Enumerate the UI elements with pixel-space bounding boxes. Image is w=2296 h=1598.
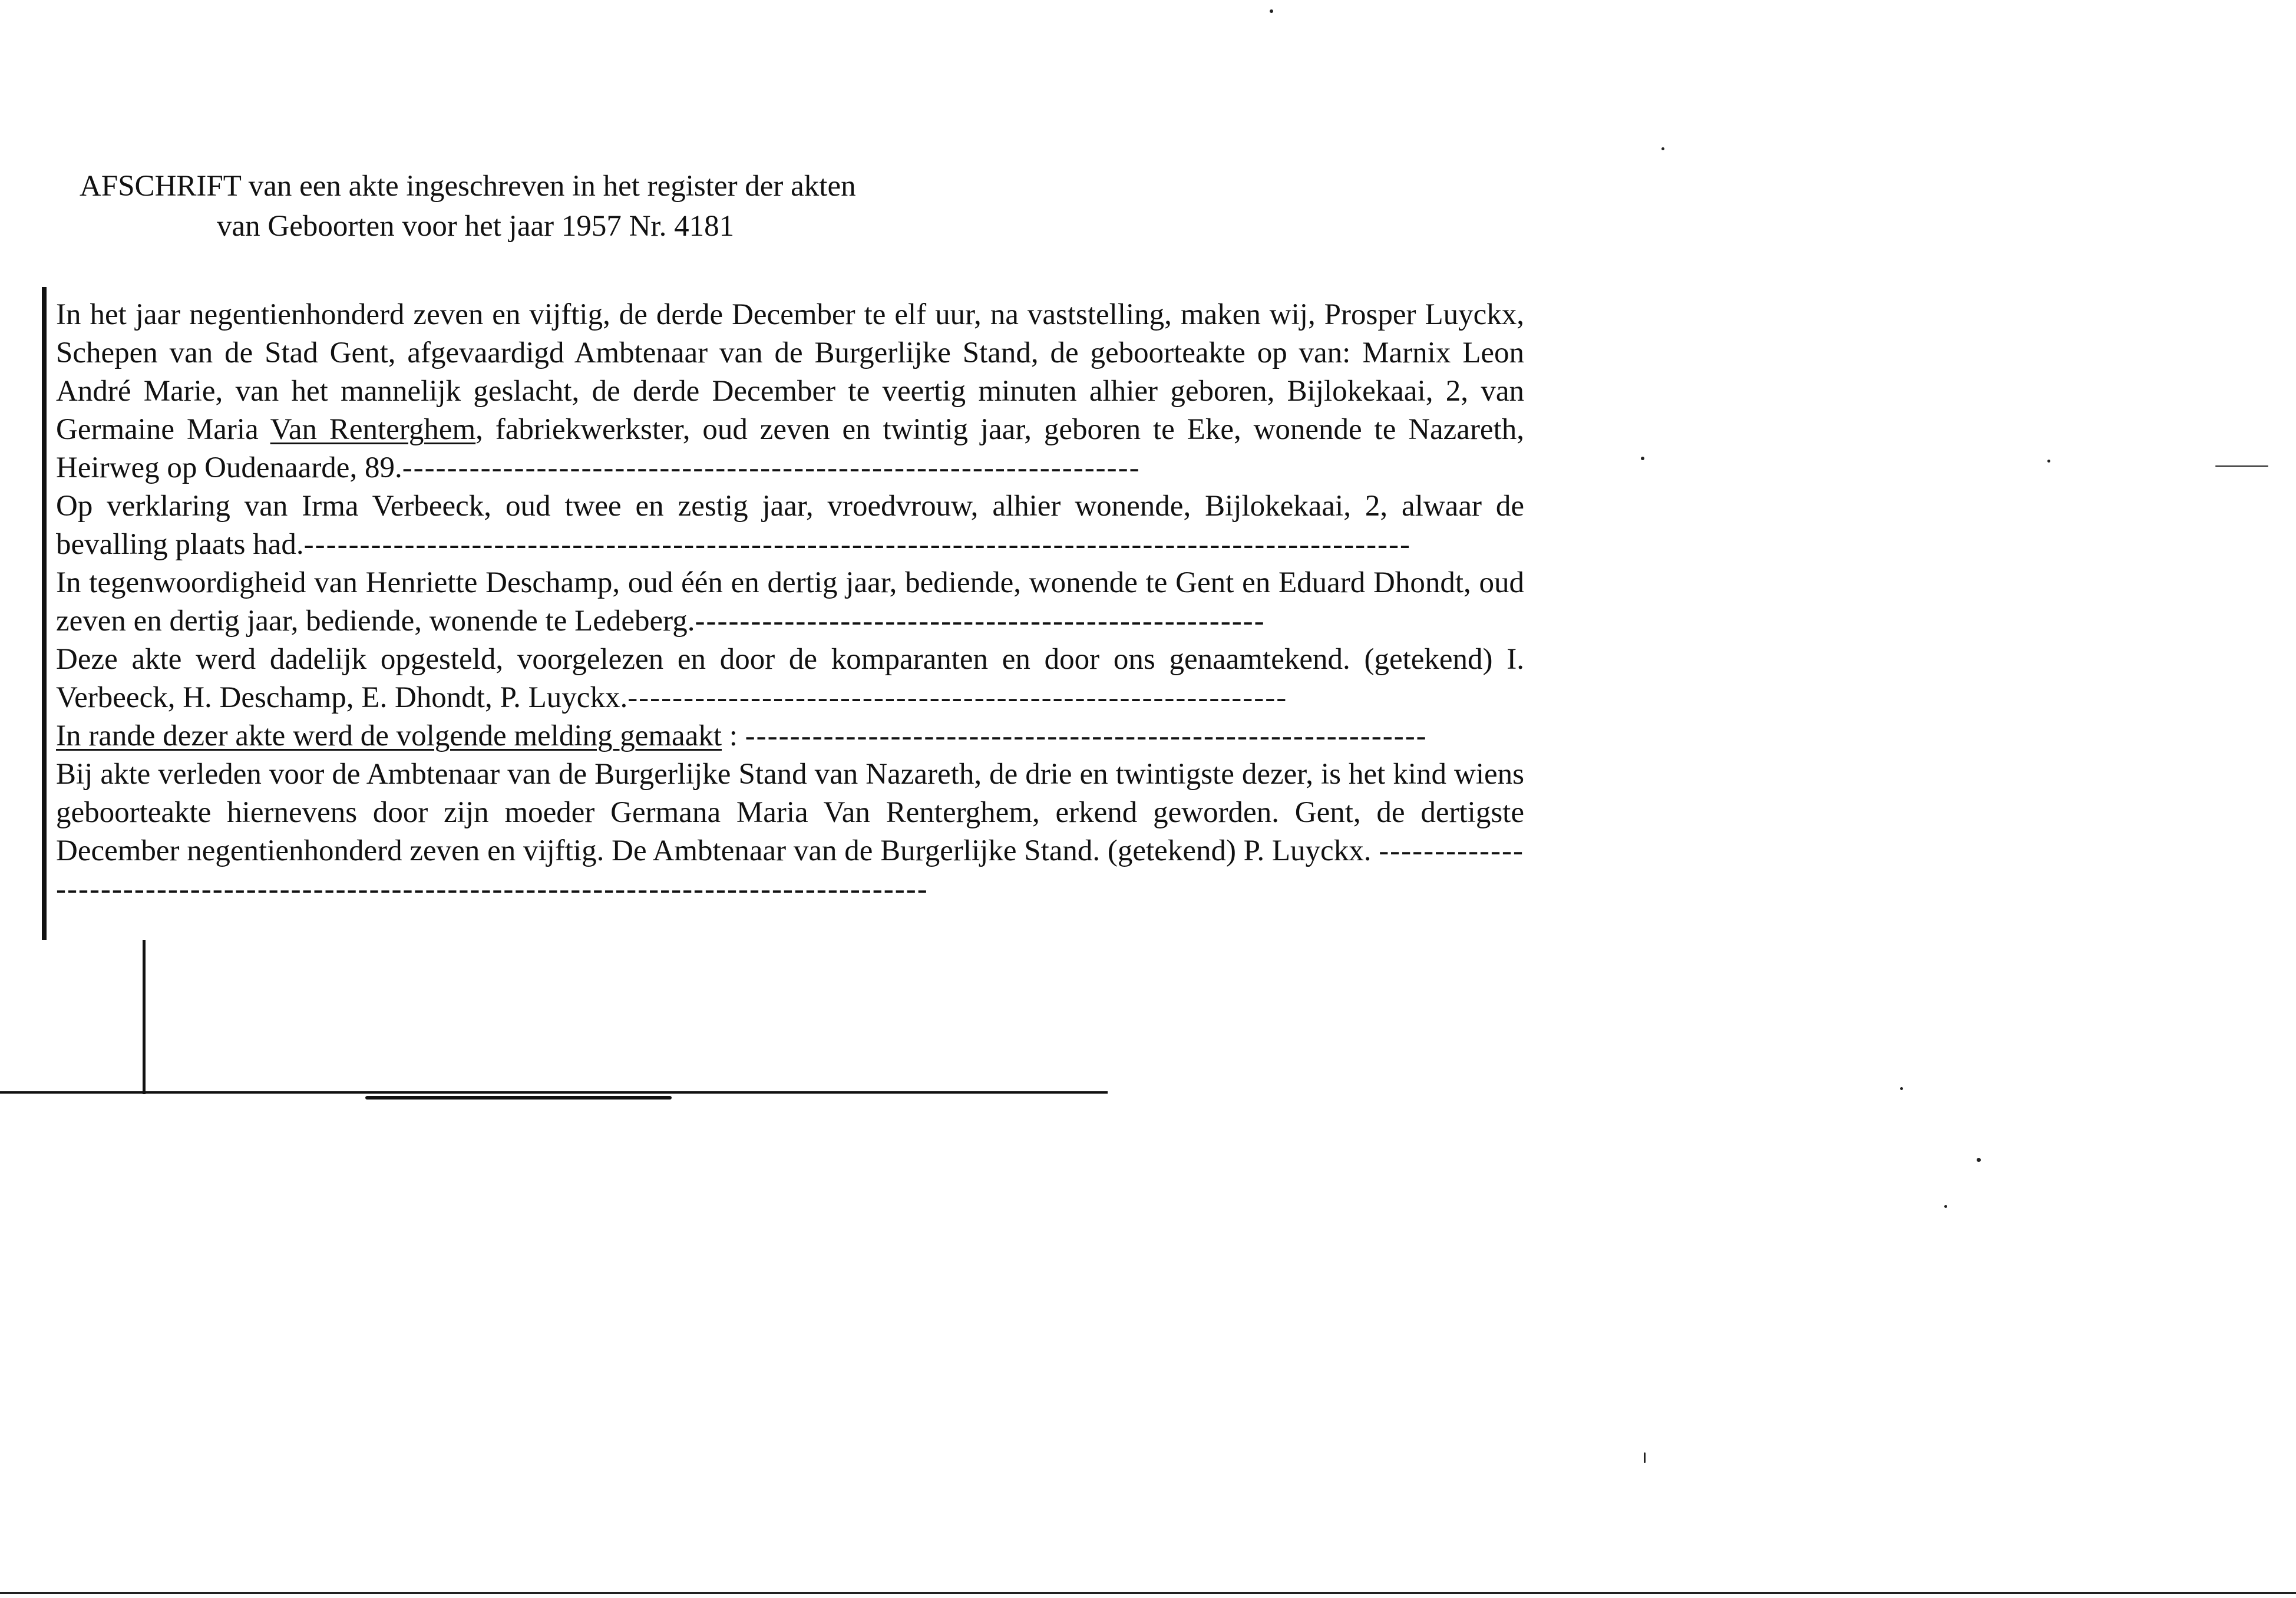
scan-speck (1944, 1205, 1947, 1208)
registration-text: In het jaar negentienhonderd zeven en vijftig, de derde December te elf uur, na vaststelling, maken wij, Prosper Luyckx, Schepen van de Stad Gent, afgevaardigd Ambtenaar van de Burgerlijke Stand, de geboorteakte op van: Marnix Leon André Marie, van het mannelijk geslacht, de derde December te veertig minuten alhier geboren, Bijlokekaai, 2, van Germaine Maria (56, 298, 1524, 446)
scan-speck (1270, 9, 1273, 13)
record-paragraph-witnesses (56, 564, 1524, 640)
scan-speck (1900, 1087, 1903, 1090)
declaration-text: Op verklaring van Irma Verbeeck, oud twee en zestig jaar, vroedvrouw, alhier wonende, Bijlokekaai, 2, alwaar de bevalling plaats had. (56, 490, 1524, 561)
bottom-edge-rule (0, 1592, 2296, 1594)
dash-filler: ------------------------------------------------------------- (745, 719, 1428, 752)
dash-filler: ------------------------------------------------------------------------------------------- (56, 834, 1524, 906)
scan-speck (1977, 1158, 1981, 1162)
horizontal-rule-thick (365, 1096, 672, 1100)
scan-speck (1641, 457, 1644, 460)
margin-bar (42, 287, 47, 940)
horizontal-rule (0, 1091, 1108, 1094)
record-paragraph-registration (56, 296, 1524, 487)
heading-line-2: van Geboorten voor het jaar 1957 Nr. 4181 (217, 210, 735, 243)
registration-text-tail: , fabriekwerkster, oud zeven en twintig jaar, geboren te Eke, wonende te Nazareth, Heirweg op Oudenaarde, 89. (56, 413, 1524, 484)
record-paragraph-margin-note-heading (56, 717, 1524, 755)
scan-speck (1644, 1452, 1646, 1463)
scan-speck (2047, 460, 2050, 463)
mother-surname: Van Renterghem (270, 413, 476, 446)
vertical-rule (143, 940, 146, 1094)
margin-note-heading: In rande dezer akte werd de volgende melding gemaakt (56, 719, 722, 752)
birth-record-body (56, 296, 1524, 909)
document-heading (71, 166, 931, 246)
dash-filler: --------------------------------------------------- (695, 605, 1266, 638)
record-paragraph-signatures (56, 640, 1524, 717)
record-paragraph-declaration (56, 487, 1524, 564)
dash-filler: ------------------------------------------------------------------ (402, 451, 1141, 484)
scan-speck (1661, 147, 1664, 150)
signatures-text: Deze akte werd dadelijk opgesteld, voorgelezen en door de komparanten en door ons genaamtekend. (getekend) I. Verbeeck, H. Deschamp, E. Dhondt, P. Luyckx. (56, 643, 1524, 714)
heading-line-1: AFSCHRIFT van een akte ingeschreven in het register der akten (80, 170, 856, 203)
record-paragraph-margin-note (56, 755, 1524, 909)
witnesses-text: In tegenwoordigheid van Henriette Deschamp, oud één en dertig jaar, bediende, wonende te Gent en Eduard Dhondt, oud zeven en dertig jaar, bediende, wonende te Ledeberg. (56, 566, 1524, 638)
margin-note-text: Bij akte verleden voor de Ambtenaar van de Burgerlijke Stand van Nazareth, de drie en twintigste dezer, is het kind wiens geboorteakte hiernevens door zijn moeder Germana Maria Van Renterghem, erkend geworden. Gent, de dertigste December negentienhonderd zeven en vijftig. De Ambtenaar van de Burgerlijke Stand. (getekend) P. Luyckx. (56, 758, 1524, 867)
dash-filler: ----------------------------------------------------------- (627, 681, 1288, 714)
margin-note-colon: : (722, 719, 745, 752)
scan-speck (2215, 465, 2268, 467)
dash-filler: --------------------------------------------------------------------------------------------------- (303, 528, 1411, 561)
